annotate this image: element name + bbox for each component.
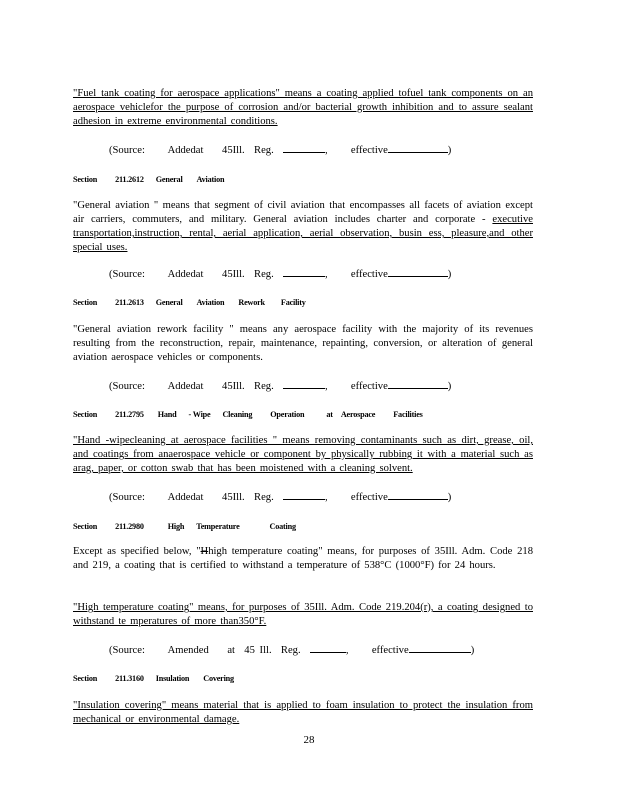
blank-line — [388, 142, 448, 153]
source-note-amended: (Source: Amended at 45 Ill. Reg. , effective ) — [109, 642, 474, 658]
fuel-tank-coating-definition: "Fuel tank coating for aerospace applications" means a coating applied tofuel tank components on an aerospace vehiclefor the purpose of corrosion and/or bacterial growth inhibition and to assure sealant adhesion in extreme environmental conditions. — [73, 88, 533, 127]
section-heading: Section 211.2613 General Aviation Rework Facility — [73, 298, 306, 307]
source-note: (Source: Addedat 45Ill. Reg. , effective ) — [109, 266, 451, 282]
source-note: (Source: Addedat 45Ill. Reg. , effective ) — [109, 142, 451, 158]
blank-line — [409, 642, 471, 653]
blank-line — [283, 489, 325, 500]
blank-line — [283, 266, 325, 277]
blank-line — [310, 642, 346, 653]
blank-line — [388, 378, 448, 389]
rework-facility-definition: "General aviation rework facility " means any aerospace facility with the majority of its revenues resulting from the reconstruction, repair, maintenance, repainting, conversion, or alteration of general aviation aerospace vehicles or components. — [73, 324, 533, 363]
general-aviation-definition: "General aviation " means that segment of civil aviation that encompasses all facets of aviation except air carriers, commuters, and military. General aviation includes charter and corporate - executive transportation,instruction, rental, aerial application, aerial observation, busin ess, pleasure,and other special uses. — [73, 200, 533, 253]
high-temperature-coating-new-definition: "High temperature coating" means, for purposes of 35Ill. Adm. Code 219.204(r), a coating designed to withstand te mperatures of more than350°F. — [73, 602, 533, 627]
source-note: (Source: Addedat 45Ill. Reg. , effective ) — [109, 378, 451, 394]
blank-line — [283, 378, 325, 389]
section-heading: Section 211.3160 Insulation Covering — [73, 674, 234, 683]
source-note: (Source: Addedat 45Ill. Reg. , effective ) — [109, 489, 451, 505]
high-temperature-coating-definition: Except as specified below, "Hhigh temperature coating" means, for purposes of 35Ill. Adm. Code 218 and 219, a coating that is certified to withstand a temperature of 538°C (1000°F) for 24 hours. — [73, 546, 533, 571]
section-heading: Section 211.2612 General Aviation — [73, 175, 225, 184]
blank-line — [283, 142, 325, 153]
hand-wipe-cleaning-definition: "Hand -wipecleaning at aerospace facilities " means removing contaminants such as dirt, grease, oil, and coatings from anaerospace vehicle or component by physically rubbing it with a material such as arag, paper, or cotton swab that has been moistened with a cleaning solvent. — [73, 435, 533, 474]
section-heading: Section 211.2980 High Temperature Coating — [73, 522, 296, 531]
page-number: 28 — [303, 734, 315, 746]
section-heading: Section 211.2795 Hand - Wipe Cleaning Operation at Aerospace Facilities — [73, 410, 423, 419]
blank-line — [388, 489, 448, 500]
blank-line — [388, 266, 448, 277]
insulation-covering-definition: "Insulation covering" means material that is applied to foam insulation to protect the insulation from mechanical or environmental damage. — [73, 700, 533, 725]
